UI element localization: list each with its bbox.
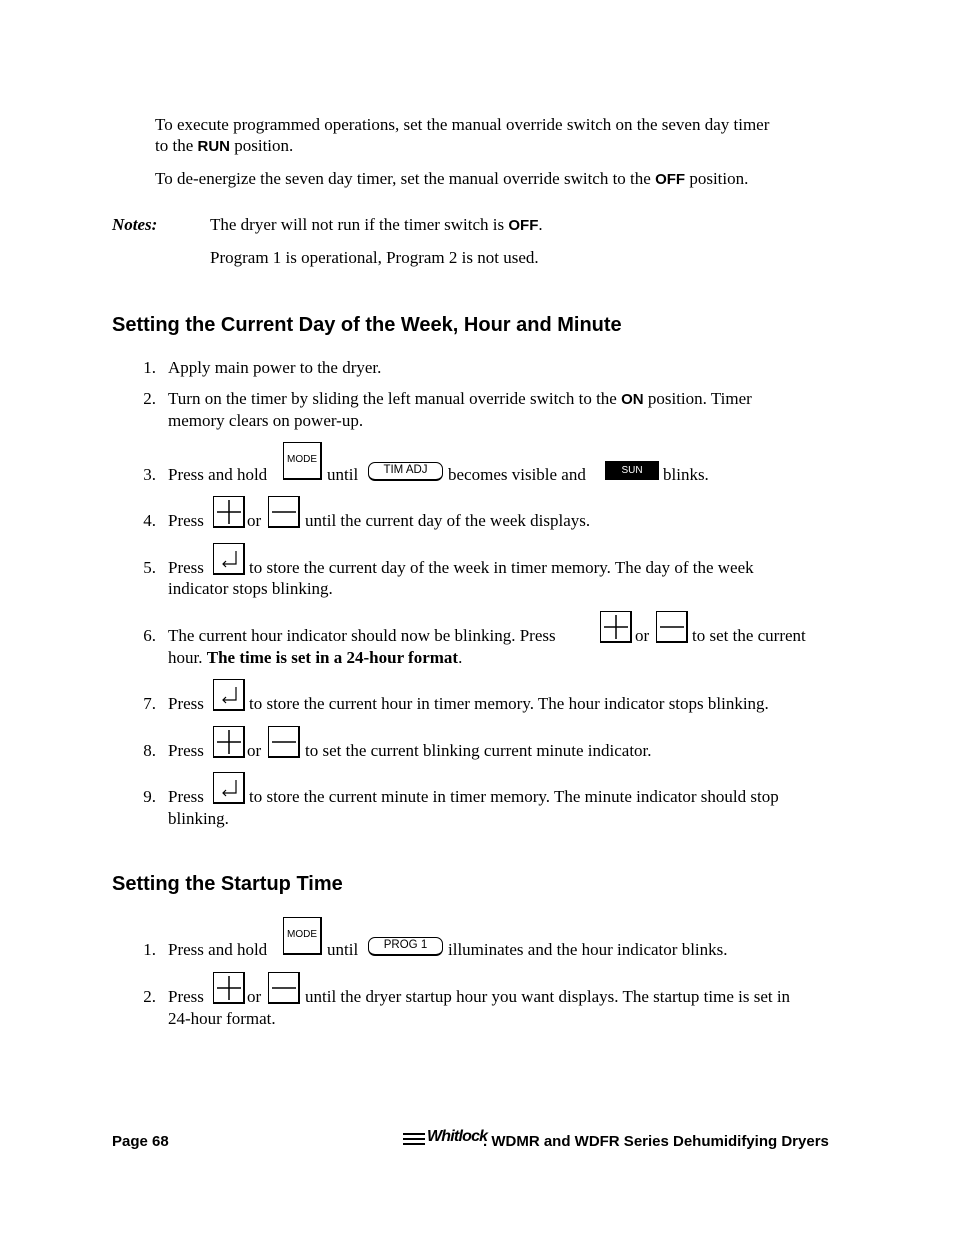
step-text: until [327,940,359,959]
section-heading-startup-time: Setting the Startup Time [112,873,343,895]
step-text: to store the current minute in timer memory. The minute indicator should stop [249,787,779,806]
step-text [168,389,752,409]
plus-key-icon [600,611,632,643]
plus-key-icon [213,726,245,758]
step-text [168,648,462,668]
step-text: Press and hold [168,940,268,959]
step-text-part: . [458,648,463,667]
minus-icon [269,973,299,1003]
mode-key-label: MODE [287,929,317,940]
plus-icon [601,612,631,642]
section-heading-current-day: Setting the Current Day of the Week, Hour and Minute [112,314,622,336]
step-text: until the current day of the week displays. [305,511,591,530]
minus-key-icon [268,496,300,528]
step-number: 6. [143,626,156,645]
step-text: The current hour indicator should now be blinking. Press [168,626,556,645]
step-text: illuminates and the hour indicator blinks. [448,940,728,959]
minus-icon [269,497,299,527]
note-2: Program 1 is operational, Program 2 is not used. [210,248,539,267]
plus-key-icon [213,972,245,1004]
footer-title: . WDMR and WDFR Series Dehumidifying Dryers [483,1133,829,1150]
minus-key-icon [268,726,300,758]
intro-paragraph-1 [155,115,769,135]
step-text: or [247,741,262,760]
step-text: becomes visible and [448,465,586,484]
page-number: Page 68 [112,1133,169,1150]
enter-icon [214,544,244,574]
step-text-part: position. Timer [643,389,752,408]
step-number: 2. [143,987,156,1006]
step-number: 4. [143,511,156,530]
step-text-part: Turn on the timer by sliding the left manual override switch to the [168,389,622,408]
enter-key-icon [213,543,245,575]
tim-adj-indicator: TIM ADJ [368,462,443,481]
run-keyword: RUN [197,138,230,155]
step-text: to store the current day of the week in timer memory. The day of the week [249,558,754,577]
step-text: memory clears on power-up. [168,411,364,430]
intro-text: To de-energize the seven day timer, set the manual override switch to the [155,169,656,188]
step-text: blinks. [663,465,709,484]
mode-key-icon [283,442,322,480]
minus-icon [657,612,687,642]
step-number: 8. [143,741,156,760]
intro-paragraph-1-line-2 [155,136,293,156]
intro-text: position. [230,136,294,155]
enter-key-icon [213,772,245,804]
mode-key-label: MODE [287,454,317,465]
plus-icon [214,727,244,757]
prog-1-indicator: PROG 1 [368,937,443,956]
step-number: 7. [143,694,156,713]
note-1 [210,215,543,235]
minus-icon [269,727,299,757]
step-number: 9. [143,787,156,806]
mode-key-icon [283,917,322,955]
step-text: Press [168,787,204,806]
step-text: to set the current [692,626,806,645]
step-text: Press [168,987,204,1006]
step-number: 3. [143,465,156,484]
step-text: Press [168,694,204,713]
step-text: indicator stops blinking. [168,579,333,598]
enter-key-icon [213,679,245,711]
enter-icon [214,680,244,710]
notes-label: Notes: [112,215,158,234]
intro-paragraph-2 [155,169,748,189]
step-text: until [327,465,359,484]
step-number: 2. [143,389,156,408]
intro-text: to the [155,136,198,155]
step-text: Press [168,741,204,760]
whitlock-logo-text: Whitlock [427,1128,488,1145]
step-text: to store the current hour in timer memory. The hour indicator stops blinking. [249,694,769,713]
step-text: Press [168,558,204,577]
step-number: 1. [143,940,156,959]
plus-icon [214,497,244,527]
off-keyword: OFF [655,171,686,188]
sun-indicator: SUN [605,461,659,480]
step-number: 5. [143,558,156,577]
enter-icon [214,773,244,803]
step-text: 24-hour format. [168,1009,276,1028]
step-text: or [247,511,262,530]
step-text: blinking. [168,809,229,828]
note-text: The dryer will not run if the timer switch is [210,215,509,234]
plus-icon [214,973,244,1003]
step-text: or [247,987,262,1006]
step-text: or [635,626,650,645]
step-number: 1. [143,358,156,377]
whitlock-logo-icon [403,1131,425,1147]
plus-key-icon [213,496,245,528]
format-note: The time is set in a 24-hour format [206,648,459,667]
off-keyword: OFF [508,217,539,234]
intro-text: To execute programmed operations, set the manual override switch on the seven day timer [155,115,770,134]
step-text: Apply main power to the dryer. [168,358,382,377]
step-text: to set the current blinking current minute indicator. [305,741,652,760]
note-text: . [538,215,543,234]
minus-key-icon [268,972,300,1004]
intro-text: position. [685,169,749,188]
minus-key-icon [656,611,688,643]
step-text: Press and hold [168,465,268,484]
step-text: until the dryer startup hour you want displays. The startup time is set in [305,987,791,1006]
step-text: Press [168,511,204,530]
step-text-part: hour. [168,648,207,667]
on-keyword: ON [621,391,644,408]
